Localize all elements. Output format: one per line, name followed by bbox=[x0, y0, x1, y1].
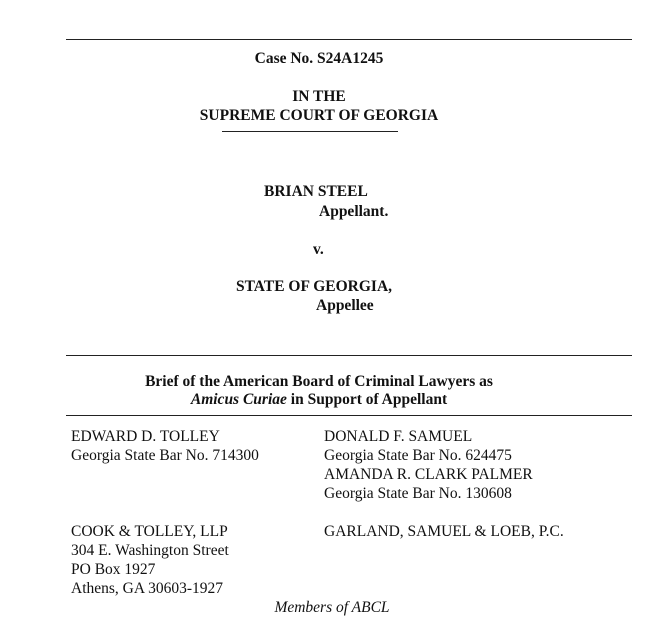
title-bottom-rule bbox=[66, 415, 632, 416]
appellant-name: BRIAN STEEL bbox=[264, 183, 368, 200]
footer-note: Members of ABCL bbox=[274, 599, 390, 616]
firm-name: GARLAND, SAMUEL & LOEB, P.C. bbox=[324, 523, 564, 540]
brief-title-line-1: Brief of the American Board of Criminal Lawyers as bbox=[145, 373, 493, 390]
appellee-name: STATE OF GEORGIA, bbox=[236, 278, 393, 295]
counsel-left bbox=[71, 427, 259, 465]
firm-street: 304 E. Washington Street bbox=[71, 542, 229, 559]
bar-number: Georgia State Bar No. 130608 bbox=[324, 485, 512, 502]
firm-name: COOK & TOLLEY, LLP bbox=[71, 523, 228, 540]
brief-title-line-2 bbox=[66, 390, 572, 409]
court-line-2: SUPREME COURT OF GEORGIA bbox=[199, 107, 439, 124]
title-top-rule bbox=[66, 355, 632, 356]
appellant-role: Appellant. bbox=[319, 203, 389, 220]
appellee-role: Appellee bbox=[316, 297, 374, 314]
firm-left bbox=[71, 522, 229, 598]
counsel-right bbox=[324, 427, 533, 503]
court-line-1: IN THE bbox=[292, 88, 346, 105]
attorney-name: DONALD F. SAMUEL bbox=[324, 428, 473, 445]
brief-title-line-2-rest: in Support of Appellant bbox=[286, 391, 448, 408]
court-underline bbox=[222, 131, 398, 132]
firm-po-box: PO Box 1927 bbox=[71, 561, 156, 578]
bar-number: Georgia State Bar No. 714300 bbox=[71, 447, 259, 464]
firm-right bbox=[324, 522, 564, 541]
firm-city: Athens, GA 30603-1927 bbox=[71, 580, 223, 597]
attorney-name: AMANDA R. CLARK PALMER bbox=[324, 466, 533, 483]
top-rule bbox=[66, 39, 632, 40]
amicus-curiae-italic: Amicus Curiae bbox=[190, 391, 287, 408]
versus: v. bbox=[313, 241, 324, 258]
bar-number: Georgia State Bar No. 624475 bbox=[324, 447, 512, 464]
attorney-name: EDWARD D. TOLLEY bbox=[71, 428, 220, 445]
case-number: Case No. S24A1245 bbox=[254, 50, 384, 67]
